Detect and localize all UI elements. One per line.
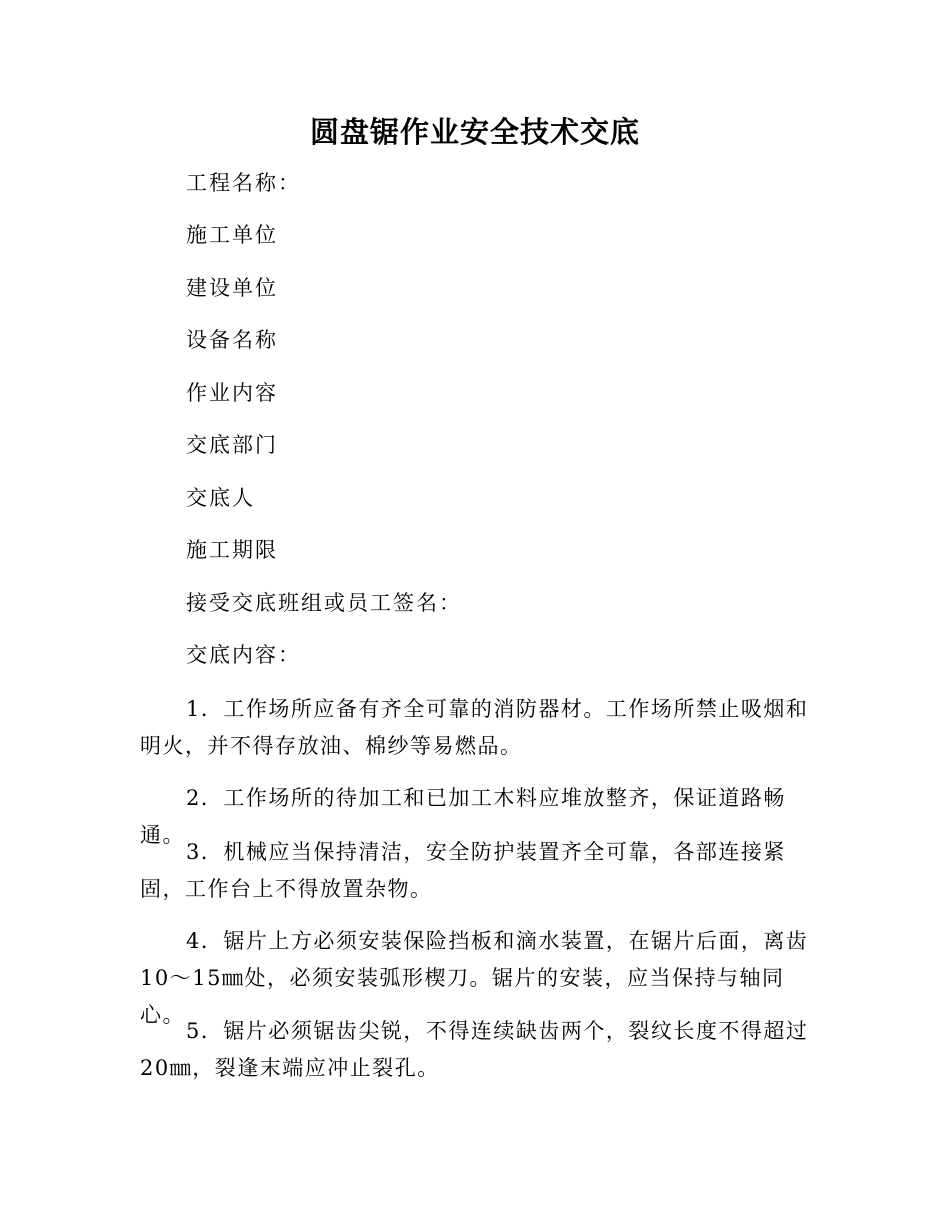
field-work-content: 作业内容 xyxy=(186,381,278,405)
paragraph-5: 5．锯片必须锯齿尖锐，不得连续缺齿两个，裂纹长度不得超过20㎜，裂逢末端应冲止裂孔。 xyxy=(140,1019,809,1080)
field-owner-unit: 建设单位 xyxy=(186,276,278,300)
paragraph-2: 2．工作场所的待加工和已加工木料应堆放整齐，保证道路畅通。 xyxy=(140,786,786,847)
field-project-name: 工程名称： xyxy=(186,171,301,195)
field-briefing-person: 交底人 xyxy=(186,486,255,510)
paragraph-3: 3．机械应当保持清洁，安全防护装置齐全可靠，各部连接紧固，工作台上不得放置杂物。 xyxy=(140,840,786,901)
field-briefing-content: 交底内容： xyxy=(186,643,301,667)
paragraph-4: 4．锯片上方必须安装保险挡板和滴水装置，在锯片后面，离齿10～15㎜处，必须安装弧形楔刀。锯片的安装，应当保持与轴同心。 xyxy=(140,929,809,1027)
field-construction-unit: 施工单位 xyxy=(186,223,278,247)
field-equipment-name: 设备名称 xyxy=(186,328,278,352)
document-title: 圆盘锯作业安全技术交底 xyxy=(309,115,640,149)
field-construction-period: 施工期限 xyxy=(186,538,278,562)
field-recipient-signature: 接受交底班组或员工签名： xyxy=(186,591,462,615)
paragraph-1: 1．工作场所应备有齐全可靠的消防器材。工作场所禁止吸烟和明火，并不得存放油、棉纱等易燃品。 xyxy=(140,697,809,758)
field-briefing-department: 交底部门 xyxy=(186,433,278,457)
